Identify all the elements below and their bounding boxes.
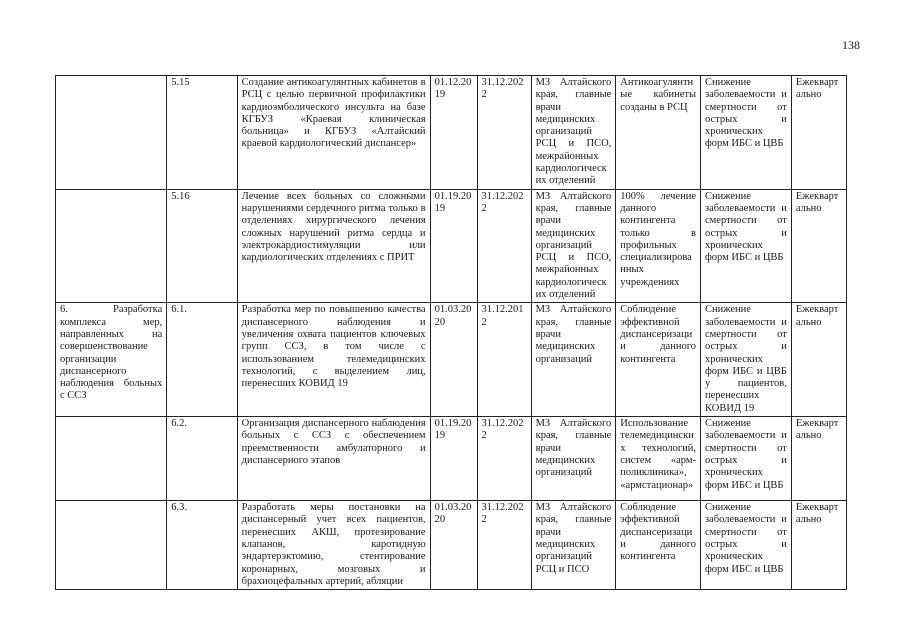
start-date-cell: 01.19.2019 [430,189,477,303]
item-number-cell: 5.16 [167,189,237,303]
start-date-cell: 01.03.2020 [430,501,477,590]
goal-cell [56,501,167,590]
responsible-cell: МЗ Алтайского края, главные врачи медицинских организаций РСЦ и ПСО, межрайонных кардиологических отделений [531,76,616,190]
expected-result-cell: 100% лечение данного контингента только в профильных специализированных учреждениях [616,189,701,303]
expected-result-cell: Использование телемедицинских технологий, систем «арм-поликлиника», «армстационар» [616,417,701,501]
measure-description-cell: Лечение всех больных со сложными нарушениями сердечного ритма только в отделениях хирургического лечения сложных нарушений ритма сердца и электрокардиостимуляции или кардиологических отделениях с ПРИТ [237,189,430,303]
item-number-cell: 6.3. [167,501,237,590]
start-date-cell: 01.12.2019 [430,76,477,190]
responsible-cell: МЗ Алтайского края, главные врачи медицинских организаций [531,303,616,417]
item-number-cell: 6.1. [167,303,237,417]
goal-cell [56,417,167,501]
table-row [56,189,847,303]
periodicity-cell: Ежеквартально [791,501,846,590]
effect-cell: Снижение заболеваемости и смертности от острых и хронических форм ИБС и ЦВБ [701,501,792,590]
item-number-cell: 6.2. [167,417,237,501]
expected-result-cell: Антикоагулянтные кабинеты созданы в РСЦ [616,76,701,190]
end-date-cell: 31.12.2022 [477,76,531,190]
expected-result-cell: Соблюдение эффективной диспансеризации данного контингента [616,303,701,417]
start-date-cell: 01.19.2019 [430,417,477,501]
action-plan-table [55,75,847,590]
goal-cell [56,189,167,303]
periodicity-cell: Ежеквартально [791,417,846,501]
table-row [56,303,847,417]
expected-result-cell: Соблюдение эффективной диспансеризации данного контингента [616,501,701,590]
table-row [56,501,847,590]
page-number: 138 [842,38,860,52]
end-date-cell: 31.12.2012 [477,303,531,417]
periodicity-cell: Ежеквартально [791,76,846,190]
responsible-cell: МЗ Алтайского края, главные врачи медицинских организаций РСЦ и ПСО [531,501,616,590]
measure-description-cell: Создание антикоагулянтных кабинетов в РСЦ с целью первичной профилактики кардиоэмболического инсульта на базе КГБУЗ «Краевая клиническая больница» и КГБУЗ «Алтайский краевой кардиологический диспансер» [237,76,430,190]
effect-cell: Снижение заболеваемости и смертности от острых и хронических форм ИБС и ЦВБ [701,417,792,501]
measure-description-cell: Разработка мер по повышению качества диспансерного наблюдения и увеличения охвата пациентов ключевых групп ССЗ, в том числе с использованием телемедицинских технологий, с выделением лиц, перенесших КОВИД 19 [237,303,430,417]
table-row [56,417,847,501]
responsible-cell: МЗ Алтайского края, главные врачи медицинских организаций [531,417,616,501]
effect-cell: Снижение заболеваемости и смертности от острых и хронических форм ИБС и ЦВБ [701,189,792,303]
end-date-cell: 31.12.2022 [477,501,531,590]
end-date-cell: 31.12.2022 [477,189,531,303]
start-date-cell: 01.03.2020 [430,303,477,417]
measure-description-cell: Разработать меры постановки на диспансерный учет всех пациентов, перенесших АКШ, протезирование клапанов, каротидную эндартерэктомию, стентирование коронарных, мозговых и брахиоцефальных артерий, абляции [237,501,430,590]
effect-cell: Снижение заболеваемости и смертности от острых и хронических форм ИБС и ЦВБ у пациентов, перенесших КОВИД 19 [701,303,792,417]
goal-cell [56,76,167,190]
measure-description-cell: Организация диспансерного наблюдения больных с ССЗ с обеспечением преемственности амбулаторного и диспансерного этапов [237,417,430,501]
periodicity-cell: Ежеквартально [791,303,846,417]
periodicity-cell: Ежеквартально [791,189,846,303]
table-row [56,76,847,190]
effect-cell: Снижение заболеваемости и смертности от острых и хронических форм ИБС и ЦВБ [701,76,792,190]
end-date-cell: 31.12.2022 [477,417,531,501]
goal-cell: 6. Разработка комплекса мер, направленных на совершенствование организации диспансерного наблюдения больных с ССЗ [56,303,167,417]
responsible-cell: МЗ Алтайского края, главные врачи медицинских организаций РСЦ и ПСО, межрайонных кардиологических отделений [531,189,616,303]
item-number-cell: 5.15 [167,76,237,190]
